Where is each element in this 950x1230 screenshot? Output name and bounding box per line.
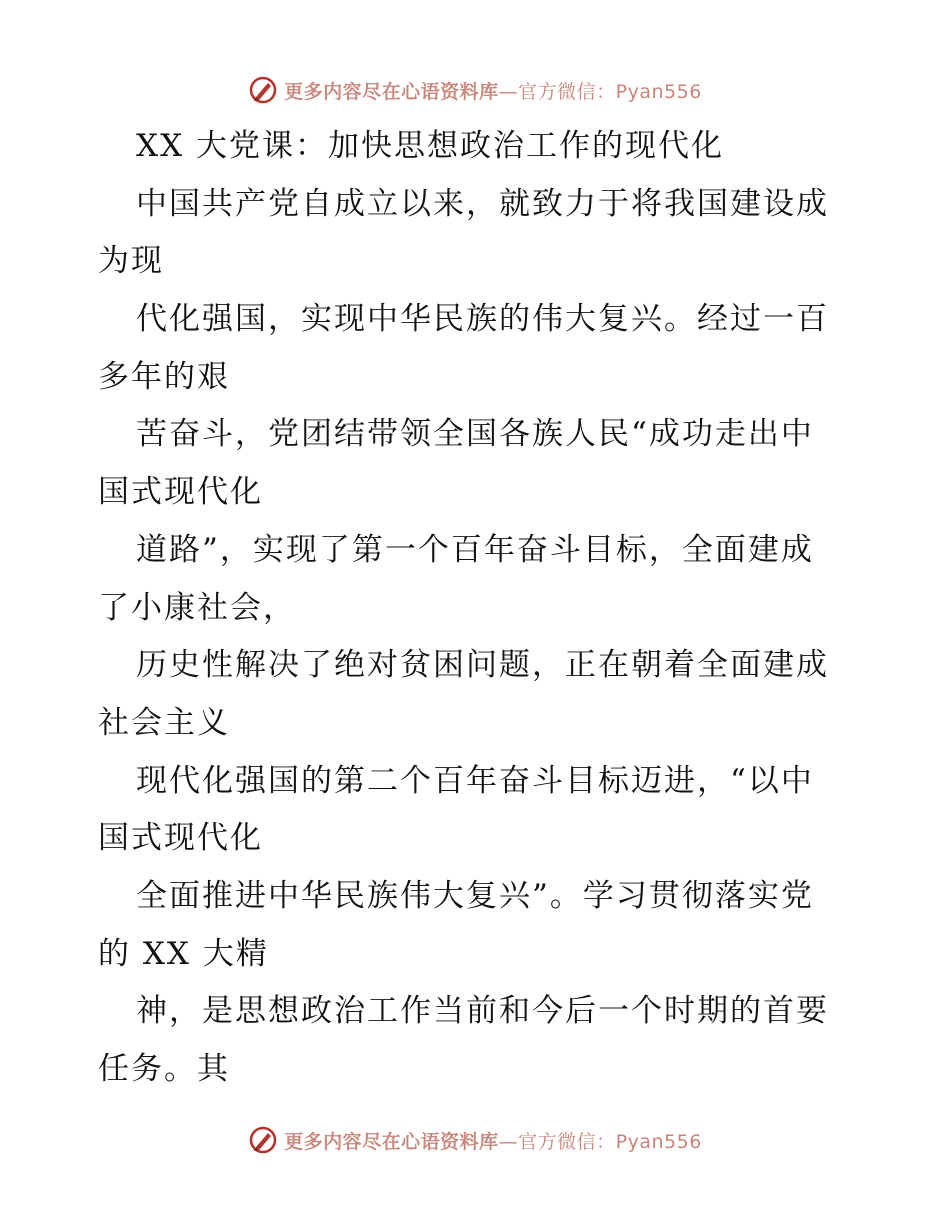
text-line: 国式现代化 <box>98 474 263 511</box>
document-body <box>98 118 858 1099</box>
header-watermark <box>0 70 950 110</box>
text-line: 为现 <box>98 243 164 280</box>
text-line: 国式现代化 <box>98 820 263 857</box>
text-line: 多年的艰 <box>98 358 230 395</box>
watermark-text: 更多内容尽在心语资料库—官方微信：Pyan556 <box>284 1130 702 1153</box>
document-title: XX 大党课：加快思想政治工作的现代化 <box>136 128 724 164</box>
text-line: 的 XX 大精 <box>98 935 269 972</box>
text-line: 了小康社会， <box>98 589 296 626</box>
text-line: 历史性解决了绝对贫困问题，正在朝着全面建成 <box>136 647 829 684</box>
text-line: 现代化强国的第二个百年奋斗目标迈进，“以中 <box>136 762 814 799</box>
pen-logo-icon <box>248 1125 278 1155</box>
watermark-text: 更多内容尽在心语资料库—官方微信：Pyan556 <box>284 80 702 103</box>
text-line: 神，是思想政治工作当前和今后一个时期的首要 <box>136 993 829 1030</box>
text-line: 任务。其 <box>98 1051 230 1087</box>
pen-logo-icon <box>248 75 278 105</box>
text-line: 社会主义 <box>98 704 230 741</box>
text-line: 代化强国，实现中华民族的伟大复兴。经过一百 <box>136 301 829 338</box>
text-line: 道路”，实现了第一个百年奋斗目标，全面建成 <box>136 531 814 568</box>
footer-watermark <box>0 1120 950 1160</box>
text-line: 中国共产党自成立以来，就致力于将我国建设成 <box>136 185 829 222</box>
text-line: 全面推进中华民族伟大复兴”。学习贯彻落实党 <box>136 877 814 914</box>
text-line: 苦奋斗，党团结带领全国各族人民“成功走出中 <box>136 416 814 453</box>
